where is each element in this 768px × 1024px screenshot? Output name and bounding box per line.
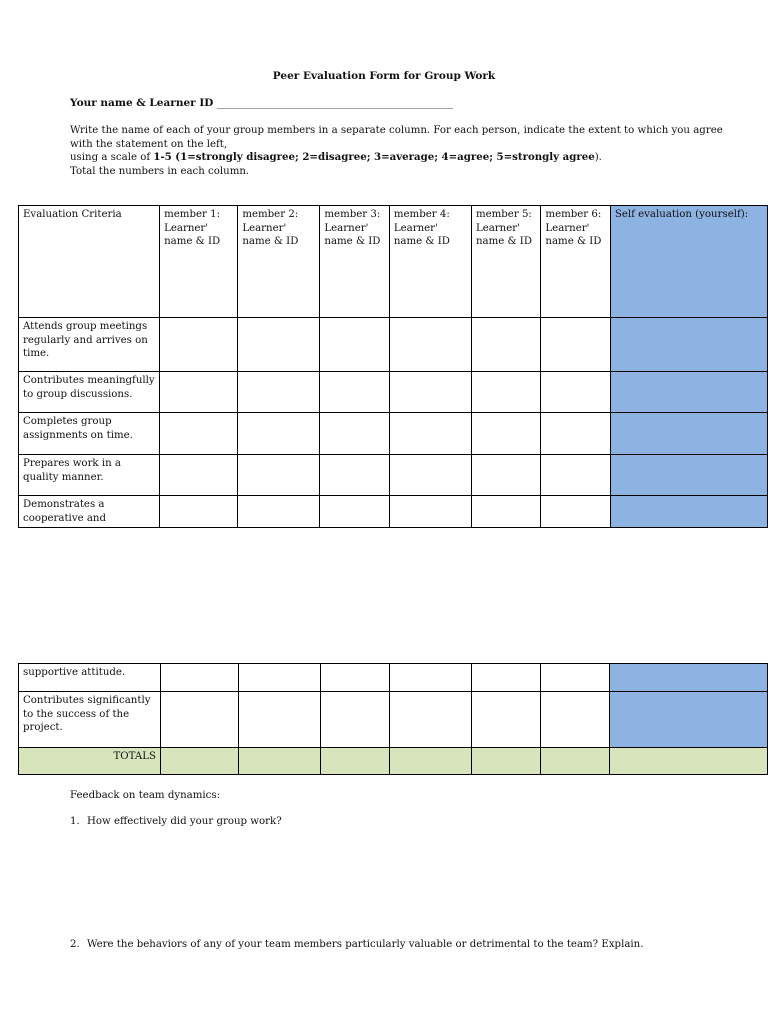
- criteria-cell: supportive attitude.: [19, 664, 161, 692]
- member-1-header[interactable]: member 1: Learner' name & ID: [160, 206, 238, 318]
- criteria-cell: Contributes meaningfully to group discussions.: [19, 372, 160, 413]
- criteria-cell: Demonstrates a cooperative and: [19, 496, 160, 528]
- score-cell[interactable]: [389, 318, 471, 372]
- score-cell[interactable]: [238, 455, 320, 496]
- score-cell[interactable]: [320, 496, 389, 528]
- score-cell[interactable]: [389, 372, 471, 413]
- name-blank[interactable]: _____________________________________________: [216, 97, 453, 109]
- score-cell[interactable]: [541, 372, 610, 413]
- form-title: Peer Evaluation Form for Group Work: [272, 70, 496, 82]
- score-cell[interactable]: [320, 372, 389, 413]
- score-cell[interactable]: [160, 372, 238, 413]
- table-row: [19, 413, 768, 455]
- table-row: [19, 372, 768, 413]
- score-cell[interactable]: [541, 664, 610, 692]
- evaluation-table: [18, 205, 768, 528]
- totals-row: [19, 748, 768, 775]
- score-cell[interactable]: [389, 413, 471, 455]
- member-6-header[interactable]: member 6: Learner' name & ID: [541, 206, 610, 318]
- scale-definition: 1-5 (1=strongly disagree; 2=disagree; 3=average; 4=agree; 5=strongly agree: [153, 151, 595, 163]
- self-score-cell[interactable]: [610, 455, 767, 496]
- self-score-cell[interactable]: [610, 413, 767, 455]
- self-score-cell[interactable]: [610, 318, 767, 372]
- score-cell[interactable]: [471, 455, 540, 496]
- table-row: [19, 664, 768, 692]
- score-cell[interactable]: [320, 664, 389, 692]
- score-cell[interactable]: [160, 692, 238, 748]
- criteria-cell: Completes group assignments on time.: [19, 413, 160, 455]
- score-cell[interactable]: [160, 664, 238, 692]
- score-cell[interactable]: [389, 496, 471, 528]
- feedback-question-1: [70, 816, 282, 827]
- self-score-cell[interactable]: [610, 664, 768, 692]
- instructions-line1: Write the name of each of your group members in a separate column. For each person, indicate the extent to which you agree with the statement on the left,: [70, 125, 723, 150]
- member-5-header[interactable]: member 5: Learner' name & ID: [471, 206, 540, 318]
- instructions: [70, 124, 730, 178]
- score-cell[interactable]: [471, 692, 540, 748]
- score-cell[interactable]: [238, 692, 320, 748]
- score-cell[interactable]: [320, 692, 389, 748]
- score-cell[interactable]: [160, 496, 238, 528]
- criteria-header: Evaluation Criteria: [19, 206, 160, 318]
- score-cell[interactable]: [320, 413, 389, 455]
- score-cell[interactable]: [541, 692, 610, 748]
- score-cell[interactable]: [541, 413, 610, 455]
- table-row: [19, 496, 768, 528]
- score-cell[interactable]: [320, 455, 389, 496]
- evaluation-table-continued: [18, 663, 768, 775]
- score-cell[interactable]: [541, 455, 610, 496]
- score-cell[interactable]: [389, 455, 471, 496]
- total-cell[interactable]: [389, 748, 471, 775]
- self-score-cell[interactable]: [610, 692, 768, 748]
- score-cell[interactable]: [541, 496, 610, 528]
- score-cell[interactable]: [238, 496, 320, 528]
- score-cell[interactable]: [160, 413, 238, 455]
- question-number: 1.: [70, 816, 80, 827]
- self-evaluation-header: Self evaluation (yourself):: [610, 206, 767, 318]
- scale-suffix: ).: [594, 152, 602, 163]
- score-cell[interactable]: [471, 413, 540, 455]
- total-cell[interactable]: [610, 748, 768, 775]
- score-cell[interactable]: [471, 496, 540, 528]
- total-cell[interactable]: [541, 748, 610, 775]
- table-row: [19, 455, 768, 496]
- score-cell[interactable]: [471, 664, 540, 692]
- score-cell[interactable]: [389, 692, 471, 748]
- score-cell[interactable]: [238, 372, 320, 413]
- member-2-header[interactable]: member 2: Learner' name & ID: [238, 206, 320, 318]
- instructions-line3: Total the numbers in each column.: [70, 165, 250, 177]
- self-score-cell[interactable]: [610, 372, 767, 413]
- score-cell[interactable]: [389, 664, 471, 692]
- table-row: [19, 692, 768, 748]
- scale-prefix: using a scale of: [70, 152, 154, 163]
- total-cell[interactable]: [160, 748, 238, 775]
- member-3-header[interactable]: member 3: Learner' name & ID: [320, 206, 389, 318]
- question-text: Were the behaviors of any of your team members particularly valuable or detrimental to the team? Explain.: [87, 939, 644, 950]
- total-cell[interactable]: [238, 748, 320, 775]
- table-row: [19, 318, 768, 372]
- score-cell[interactable]: [541, 318, 610, 372]
- total-cell[interactable]: [320, 748, 389, 775]
- score-cell[interactable]: [238, 318, 320, 372]
- feedback-question-2: [70, 939, 643, 950]
- question-text: How effectively did your group work?: [87, 816, 282, 827]
- score-cell[interactable]: [320, 318, 389, 372]
- score-cell[interactable]: [238, 413, 320, 455]
- criteria-cell: Prepares work in a quality manner.: [19, 455, 160, 496]
- feedback-heading: Feedback on team dynamics:: [70, 790, 221, 801]
- instructions-line2: [70, 151, 730, 165]
- score-cell[interactable]: [160, 455, 238, 496]
- total-cell[interactable]: [471, 748, 540, 775]
- score-cell[interactable]: [238, 664, 320, 692]
- name-line: [70, 97, 453, 109]
- self-score-cell[interactable]: [610, 496, 767, 528]
- criteria-cell: Attends group meetings regularly and arrives on time.: [19, 318, 160, 372]
- score-cell[interactable]: [160, 318, 238, 372]
- criteria-cell: Contributes significantly to the success of the project.: [19, 692, 161, 748]
- question-number: 2.: [70, 939, 80, 950]
- totals-label: TOTALS: [19, 748, 161, 775]
- member-4-header[interactable]: member 4: Learner' name & ID: [389, 206, 471, 318]
- header-row: [19, 206, 768, 318]
- name-label: Your name & Learner ID: [70, 97, 214, 109]
- score-cell[interactable]: [471, 372, 540, 413]
- score-cell[interactable]: [471, 318, 540, 372]
